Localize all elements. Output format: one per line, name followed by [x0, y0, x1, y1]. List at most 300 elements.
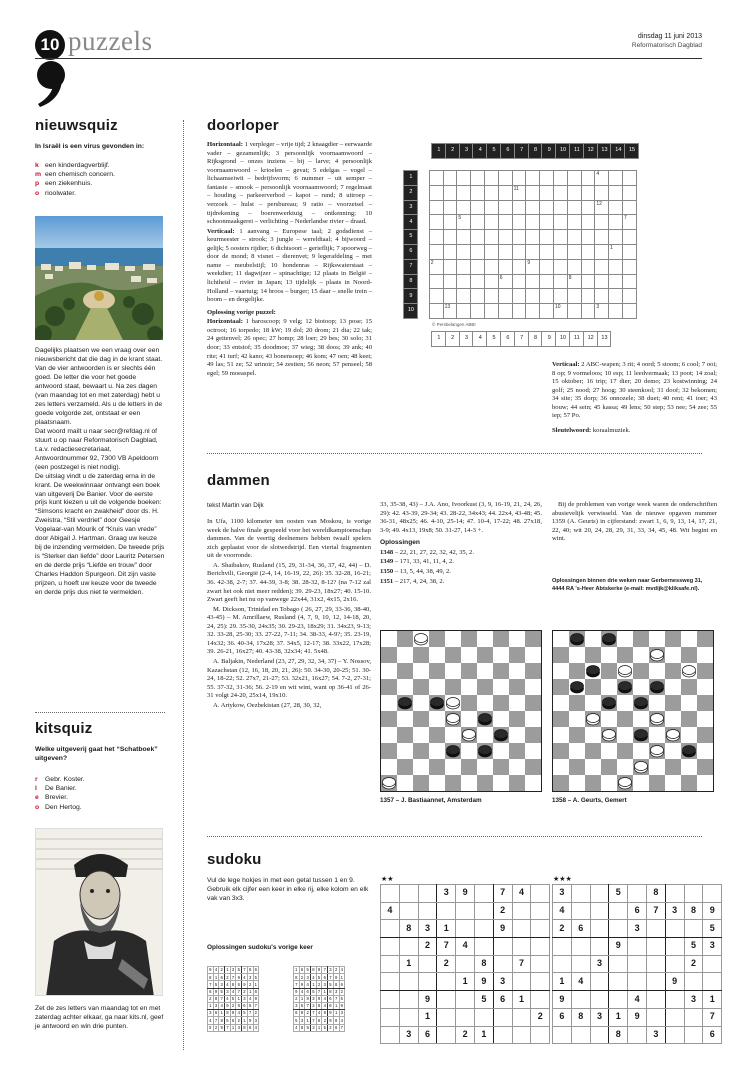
light-square[interactable] — [665, 647, 681, 663]
dark-square[interactable] — [445, 775, 461, 791]
crossword-cell[interactable] — [622, 230, 636, 245]
dark-square[interactable] — [413, 647, 429, 663]
crossword-cell[interactable] — [443, 244, 457, 259]
sudoku-cell[interactable]: 7 — [646, 902, 665, 920]
crossword-cell[interactable] — [595, 259, 609, 274]
light-square[interactable] — [413, 695, 429, 711]
dark-square[interactable] — [413, 775, 429, 791]
crossword-cell[interactable] — [526, 200, 540, 215]
crossword-cell[interactable] — [471, 171, 485, 186]
crossword-cell[interactable] — [540, 244, 554, 259]
dark-square[interactable] — [585, 647, 601, 663]
black-piece[interactable] — [635, 698, 648, 710]
dark-square[interactable] — [509, 775, 525, 791]
white-piece[interactable] — [447, 714, 460, 726]
sudoku-cell[interactable] — [571, 902, 590, 920]
sudoku-cell[interactable] — [399, 885, 418, 903]
sudoku-cell[interactable]: 5 — [684, 938, 703, 956]
sudoku-cell[interactable]: 7 — [703, 1008, 722, 1026]
sudoku-cell[interactable]: 4 — [381, 902, 400, 920]
dark-square[interactable] — [697, 631, 713, 647]
dark-square[interactable] — [381, 743, 397, 759]
light-square[interactable] — [617, 759, 633, 775]
crossword-cell[interactable] — [484, 215, 498, 230]
sudoku-cell[interactable]: 9 — [628, 1008, 647, 1026]
sudoku-cell[interactable] — [646, 920, 665, 938]
sudoku-cell[interactable] — [437, 973, 456, 991]
light-square[interactable] — [617, 695, 633, 711]
sudoku-cell[interactable] — [590, 991, 609, 1009]
light-square[interactable] — [697, 775, 713, 791]
light-square[interactable] — [553, 631, 569, 647]
sudoku-cell[interactable] — [628, 938, 647, 956]
sudoku-cell[interactable]: 8 — [399, 920, 418, 938]
dark-square[interactable] — [697, 663, 713, 679]
crossword-cell[interactable] — [443, 289, 457, 304]
key-cell[interactable]: 7 — [514, 332, 528, 347]
white-piece[interactable] — [667, 730, 680, 742]
crossword-cell[interactable] — [457, 185, 471, 200]
crossword-cell[interactable] — [553, 289, 567, 304]
sudoku-cell[interactable]: 4 — [628, 991, 647, 1009]
crossword-cell[interactable] — [429, 274, 443, 289]
sudoku-cell[interactable] — [590, 973, 609, 991]
light-square[interactable] — [697, 743, 713, 759]
dark-square[interactable] — [553, 647, 569, 663]
sudoku-cell[interactable]: 2 — [456, 1026, 475, 1044]
draughts-board-1358[interactable] — [552, 630, 714, 792]
light-square[interactable] — [445, 727, 461, 743]
sudoku-cell[interactable] — [703, 973, 722, 991]
crossword-cell[interactable] — [540, 259, 554, 274]
crossword-cell[interactable]: 3 — [595, 304, 609, 319]
dark-square[interactable] — [665, 663, 681, 679]
sudoku-cell[interactable]: 1 — [418, 1008, 437, 1026]
sudoku-cell[interactable] — [381, 885, 400, 903]
crossword-cell[interactable] — [498, 289, 512, 304]
sudoku-cell[interactable] — [531, 955, 550, 973]
crossword-cell[interactable] — [498, 259, 512, 274]
white-piece[interactable] — [651, 714, 664, 726]
dark-square[interactable] — [569, 727, 585, 743]
sudoku-cell[interactable]: 9 — [474, 973, 493, 991]
crossword-cell[interactable] — [553, 215, 567, 230]
black-piece[interactable] — [447, 746, 460, 758]
crossword-cell[interactable] — [498, 304, 512, 319]
crossword-cell[interactable] — [498, 244, 512, 259]
key-cell[interactable]: 3 — [459, 332, 473, 347]
dark-square[interactable] — [477, 647, 493, 663]
crossword-cell[interactable]: 8 — [567, 274, 581, 289]
sudoku-cell[interactable] — [512, 902, 531, 920]
crossword-cell[interactable] — [622, 185, 636, 200]
sudoku-cell[interactable] — [493, 1008, 512, 1026]
crossword-cell[interactable] — [609, 274, 623, 289]
dark-square[interactable] — [461, 631, 477, 647]
light-square[interactable] — [381, 759, 397, 775]
crossword-cell[interactable] — [526, 274, 540, 289]
light-square[interactable] — [413, 727, 429, 743]
crossword-cell[interactable] — [429, 304, 443, 319]
dark-square[interactable] — [477, 679, 493, 695]
black-piece[interactable] — [431, 698, 444, 710]
sudoku-cell[interactable]: 5 — [474, 991, 493, 1009]
light-square[interactable] — [525, 679, 541, 695]
black-piece[interactable] — [479, 714, 492, 726]
crossword-cell[interactable] — [443, 200, 457, 215]
crossword-cell[interactable] — [553, 274, 567, 289]
crossword-cell[interactable] — [553, 185, 567, 200]
dark-square[interactable] — [665, 631, 681, 647]
dark-square[interactable] — [585, 743, 601, 759]
sudoku-cell[interactable] — [437, 902, 456, 920]
crossword-cell[interactable]: 6 — [498, 274, 512, 289]
sudoku-cell[interactable] — [684, 885, 703, 903]
dark-square[interactable] — [569, 759, 585, 775]
crossword-cell[interactable] — [581, 244, 595, 259]
crossword-cell[interactable] — [443, 215, 457, 230]
crossword-cell[interactable] — [622, 244, 636, 259]
sudoku-cell[interactable] — [646, 973, 665, 991]
key-cell[interactable]: 5 — [487, 332, 501, 347]
light-square[interactable] — [477, 727, 493, 743]
sudoku-cell[interactable] — [684, 973, 703, 991]
sudoku-cell[interactable] — [531, 885, 550, 903]
sudoku-cell[interactable] — [381, 1026, 400, 1044]
dark-square[interactable] — [681, 679, 697, 695]
black-piece[interactable] — [635, 730, 648, 742]
sudoku-cell[interactable] — [628, 885, 647, 903]
crossword-cell[interactable] — [553, 200, 567, 215]
crossword-cell[interactable] — [595, 244, 609, 259]
sudoku-cell[interactable] — [665, 1026, 684, 1044]
dark-square[interactable] — [569, 695, 585, 711]
sudoku-cell[interactable]: 6 — [571, 920, 590, 938]
light-square[interactable] — [665, 679, 681, 695]
sudoku-cell[interactable]: 3 — [703, 938, 722, 956]
sudoku-cell[interactable] — [665, 1008, 684, 1026]
quiz-option[interactable]: o Den Hertog. — [35, 803, 82, 811]
dark-square[interactable] — [429, 727, 445, 743]
sudoku-cell[interactable]: 4 — [553, 902, 572, 920]
light-square[interactable] — [569, 743, 585, 759]
sudoku-cell[interactable]: 2 — [531, 1008, 550, 1026]
dark-square[interactable] — [397, 663, 413, 679]
crossword-cell[interactable] — [471, 215, 485, 230]
dark-square[interactable] — [525, 631, 541, 647]
light-square[interactable] — [509, 695, 525, 711]
black-piece[interactable] — [619, 682, 632, 694]
crossword-cell[interactable] — [512, 200, 526, 215]
light-square[interactable] — [461, 647, 477, 663]
sudoku-cell[interactable]: 3 — [590, 1008, 609, 1026]
light-square[interactable] — [665, 775, 681, 791]
light-square[interactable] — [617, 631, 633, 647]
sudoku-cell[interactable]: 9 — [703, 902, 722, 920]
crossword-cell[interactable] — [622, 289, 636, 304]
dark-square[interactable] — [681, 775, 697, 791]
sudoku-cell[interactable] — [456, 902, 475, 920]
light-square[interactable] — [585, 727, 601, 743]
sudoku-cell[interactable]: 8 — [646, 885, 665, 903]
light-square[interactable] — [509, 663, 525, 679]
crossword-cell[interactable] — [622, 274, 636, 289]
light-square[interactable] — [493, 775, 509, 791]
crossword-cell[interactable]: 10 — [553, 304, 567, 319]
sudoku-cell[interactable]: 7 — [437, 938, 456, 956]
crossword-cell[interactable] — [581, 304, 595, 319]
crossword-cell[interactable] — [429, 289, 443, 304]
black-piece[interactable] — [571, 682, 584, 694]
sudoku-cell[interactable] — [628, 1026, 647, 1044]
sudoku-cell[interactable] — [437, 1008, 456, 1026]
sudoku-cell[interactable] — [437, 991, 456, 1009]
crossword-cell[interactable] — [595, 215, 609, 230]
dark-square[interactable] — [509, 647, 525, 663]
sudoku-cell[interactable]: 2 — [418, 938, 437, 956]
sudoku-cell[interactable] — [609, 920, 628, 938]
sudoku-cell[interactable] — [553, 938, 572, 956]
light-square[interactable] — [493, 711, 509, 727]
sudoku-cell[interactable] — [609, 991, 628, 1009]
light-square[interactable] — [381, 727, 397, 743]
sudoku-cell[interactable] — [456, 991, 475, 1009]
sudoku-cell[interactable]: 1 — [474, 1026, 493, 1044]
sudoku-cell[interactable]: 9 — [609, 938, 628, 956]
dark-square[interactable] — [493, 631, 509, 647]
sudoku-cell[interactable] — [590, 920, 609, 938]
dark-square[interactable] — [413, 743, 429, 759]
crossword-cell[interactable] — [609, 215, 623, 230]
crossword-cell[interactable] — [512, 244, 526, 259]
light-square[interactable] — [697, 647, 713, 663]
dark-square[interactable] — [525, 759, 541, 775]
light-square[interactable] — [397, 775, 413, 791]
sudoku-cell[interactable] — [665, 955, 684, 973]
crossword-cell[interactable] — [567, 304, 581, 319]
light-square[interactable] — [601, 711, 617, 727]
crossword-cell[interactable] — [567, 200, 581, 215]
dark-square[interactable] — [697, 695, 713, 711]
dark-square[interactable] — [509, 711, 525, 727]
sudoku-cell[interactable] — [493, 938, 512, 956]
sudoku-cell[interactable] — [456, 1008, 475, 1026]
key-cell[interactable]: 9 — [542, 332, 556, 347]
white-piece[interactable] — [587, 714, 600, 726]
dark-square[interactable] — [381, 679, 397, 695]
light-square[interactable] — [569, 775, 585, 791]
sudoku-cell[interactable] — [684, 920, 703, 938]
sudoku-cell[interactable] — [512, 1026, 531, 1044]
crossword-cell[interactable] — [622, 171, 636, 186]
light-square[interactable] — [633, 679, 649, 695]
sudoku-cell[interactable]: 1 — [609, 1008, 628, 1026]
crossword-cell[interactable] — [581, 259, 595, 274]
crossword-cell[interactable] — [540, 185, 554, 200]
dark-square[interactable] — [429, 759, 445, 775]
white-piece[interactable] — [619, 666, 632, 678]
sudoku-cell[interactable]: 2 — [437, 955, 456, 973]
black-piece[interactable] — [571, 634, 584, 646]
key-cell[interactable]: 12 — [583, 332, 597, 347]
sudoku-cell[interactable]: 3 — [437, 885, 456, 903]
crossword-cell[interactable] — [471, 259, 485, 274]
dark-square[interactable] — [665, 759, 681, 775]
dark-square[interactable] — [601, 663, 617, 679]
sudoku-cell[interactable] — [399, 973, 418, 991]
sudoku-cell[interactable] — [474, 938, 493, 956]
sudoku-cell[interactable] — [553, 1026, 572, 1044]
sudoku-cell[interactable]: 2 — [684, 955, 703, 973]
crossword-cell[interactable] — [443, 274, 457, 289]
crossword-cell[interactable] — [471, 230, 485, 245]
crossword-cell[interactable] — [581, 230, 595, 245]
sudoku-cell[interactable]: 3 — [590, 955, 609, 973]
dark-square[interactable] — [413, 679, 429, 695]
sudoku-cell[interactable] — [609, 973, 628, 991]
sudoku-cell[interactable] — [381, 991, 400, 1009]
crossword-cell[interactable] — [526, 289, 540, 304]
light-square[interactable] — [429, 647, 445, 663]
sudoku-cell[interactable] — [399, 991, 418, 1009]
sudoku-cell[interactable]: 8 — [474, 955, 493, 973]
sudoku-cell[interactable] — [399, 1008, 418, 1026]
crossword-cell[interactable] — [622, 200, 636, 215]
crossword-cell[interactable]: 5 — [457, 215, 471, 230]
light-square[interactable] — [525, 647, 541, 663]
sudoku-cell[interactable] — [381, 938, 400, 956]
dark-square[interactable] — [397, 727, 413, 743]
light-square[interactable] — [445, 759, 461, 775]
black-piece[interactable] — [587, 666, 600, 678]
sudoku-cell[interactable] — [531, 991, 550, 1009]
light-square[interactable] — [525, 775, 541, 791]
black-piece[interactable] — [603, 698, 616, 710]
light-square[interactable] — [477, 631, 493, 647]
light-square[interactable] — [397, 679, 413, 695]
crossword-cell[interactable] — [540, 171, 554, 186]
dark-square[interactable] — [445, 647, 461, 663]
crossword-cell[interactable] — [553, 244, 567, 259]
crossword-cell[interactable] — [457, 304, 471, 319]
light-square[interactable] — [493, 647, 509, 663]
light-square[interactable] — [697, 679, 713, 695]
light-square[interactable] — [697, 711, 713, 727]
sudoku-cell[interactable] — [512, 973, 531, 991]
sudoku-cell[interactable] — [609, 955, 628, 973]
sudoku-cell[interactable]: 1 — [456, 973, 475, 991]
crossword-cell[interactable] — [512, 171, 526, 186]
quiz-option[interactable]: e Brevier. — [35, 794, 69, 802]
dark-square[interactable] — [493, 759, 509, 775]
dark-square[interactable] — [633, 631, 649, 647]
crossword-cell[interactable] — [429, 200, 443, 215]
sudoku-cell[interactable] — [531, 920, 550, 938]
sudoku-cell[interactable] — [646, 991, 665, 1009]
light-square[interactable] — [601, 679, 617, 695]
light-square[interactable] — [649, 727, 665, 743]
sudoku-cell[interactable] — [437, 1026, 456, 1044]
dark-square[interactable] — [553, 775, 569, 791]
dark-square[interactable] — [397, 759, 413, 775]
crossword-cell[interactable] — [567, 244, 581, 259]
crossword-cell[interactable] — [484, 289, 498, 304]
black-piece[interactable] — [603, 634, 616, 646]
crossword-cell[interactable] — [457, 200, 471, 215]
dark-square[interactable] — [697, 759, 713, 775]
sudoku-cell[interactable] — [531, 902, 550, 920]
light-square[interactable] — [397, 743, 413, 759]
dark-square[interactable] — [617, 743, 633, 759]
sudoku-cell[interactable] — [609, 902, 628, 920]
dark-square[interactable] — [461, 759, 477, 775]
sudoku-cell[interactable]: 4 — [512, 885, 531, 903]
sudoku-cell[interactable] — [628, 955, 647, 973]
crossword-cell[interactable] — [512, 230, 526, 245]
key-cell[interactable]: 13 — [597, 332, 611, 347]
black-piece[interactable] — [495, 730, 508, 742]
light-square[interactable] — [461, 711, 477, 727]
sudoku-cell[interactable] — [646, 938, 665, 956]
light-square[interactable] — [429, 743, 445, 759]
key-cell[interactable]: 11 — [569, 332, 583, 347]
light-square[interactable] — [585, 759, 601, 775]
dark-square[interactable] — [509, 743, 525, 759]
crossword-cell[interactable] — [498, 230, 512, 245]
crossword-cell[interactable] — [540, 304, 554, 319]
crossword-cell[interactable] — [512, 289, 526, 304]
sudoku-cell[interactable]: 6 — [418, 1026, 437, 1044]
crossword-cell[interactable] — [526, 215, 540, 230]
sudoku-cell[interactable] — [703, 955, 722, 973]
sudoku-cell[interactable] — [418, 885, 437, 903]
white-piece[interactable] — [463, 730, 476, 742]
sudoku-cell[interactable] — [646, 1008, 665, 1026]
white-piece[interactable] — [635, 762, 648, 774]
black-piece[interactable] — [683, 746, 696, 758]
light-square[interactable] — [649, 695, 665, 711]
light-square[interactable] — [477, 695, 493, 711]
sudoku-cell[interactable] — [474, 902, 493, 920]
sudoku-cell[interactable] — [418, 973, 437, 991]
sudoku-cell[interactable] — [493, 1026, 512, 1044]
crossword-cell[interactable] — [553, 230, 567, 245]
crossword-cell[interactable] — [498, 185, 512, 200]
dark-square[interactable] — [445, 679, 461, 695]
light-square[interactable] — [509, 727, 525, 743]
sudoku-cell[interactable]: 9 — [418, 991, 437, 1009]
crossword-cell[interactable] — [581, 171, 595, 186]
crossword-cell[interactable] — [553, 171, 567, 186]
dark-square[interactable] — [413, 711, 429, 727]
sudoku-cell[interactable] — [418, 902, 437, 920]
key-cell[interactable]: 1 — [432, 332, 446, 347]
white-piece[interactable] — [619, 778, 632, 790]
sudoku-cell[interactable]: 2 — [553, 920, 572, 938]
crossword-cell[interactable] — [595, 185, 609, 200]
light-square[interactable] — [461, 679, 477, 695]
white-piece[interactable] — [415, 634, 428, 646]
crossword-cell[interactable] — [526, 304, 540, 319]
sudoku-cell[interactable]: 3 — [493, 973, 512, 991]
sudoku-cell[interactable]: 8 — [684, 902, 703, 920]
sudoku-cell[interactable] — [456, 920, 475, 938]
dark-square[interactable] — [493, 663, 509, 679]
crossword-cell[interactable] — [567, 259, 581, 274]
crossword-cell[interactable] — [609, 289, 623, 304]
crossword-cell[interactable] — [609, 171, 623, 186]
crossword-cell[interactable] — [484, 200, 498, 215]
